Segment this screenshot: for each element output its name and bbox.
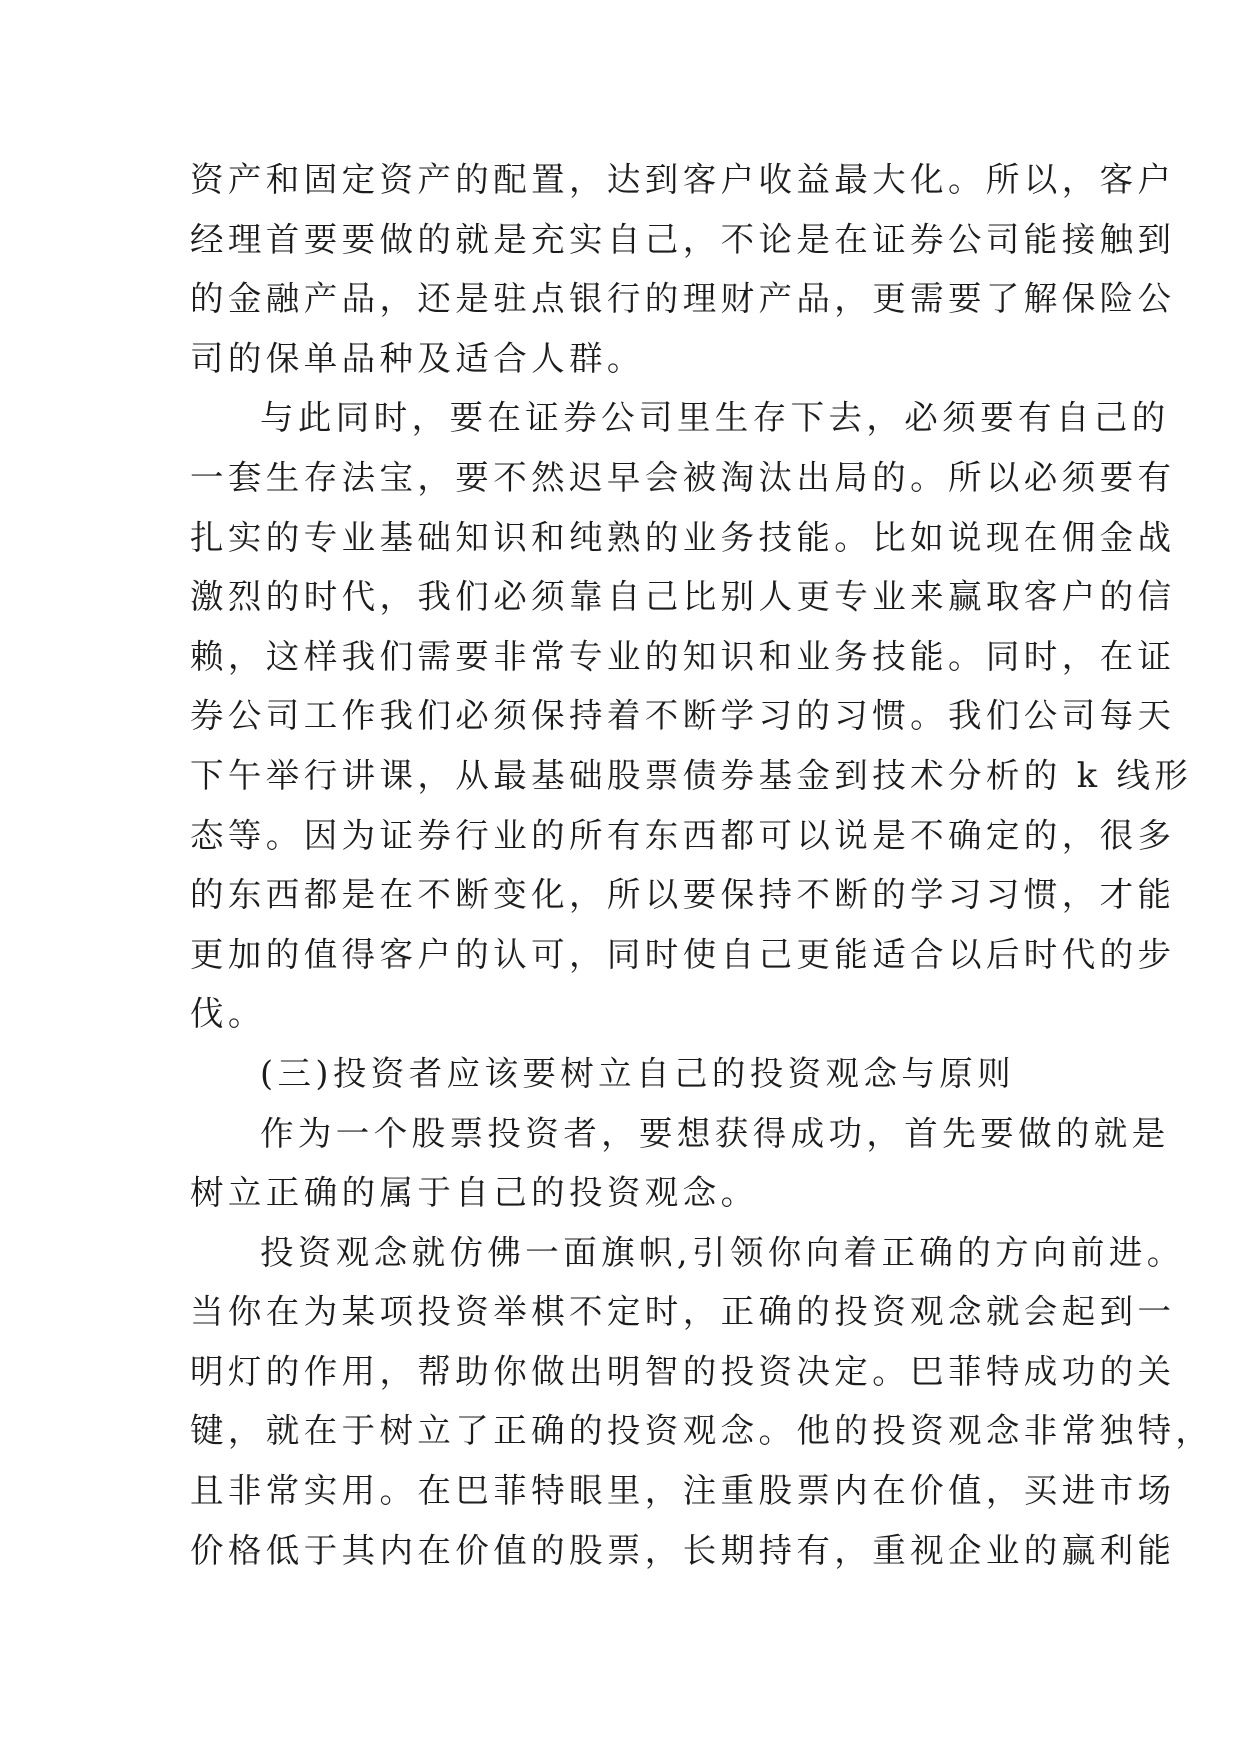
text-line: 态等。因为证券行业的所有东西都可以说是不确定的，很多 [190, 815, 1176, 855]
text-line: 赖，这样我们需要非常专业的知识和业务技能。同时，在证 [190, 636, 1176, 676]
text-line: 经理首要要做的就是充实自己，不论是在证券公司能接触到 [190, 219, 1176, 259]
text-line: 伐。 [190, 994, 266, 1034]
text-line: 作为一个股票投资者，要想获得成功，首先要做的就是 [260, 1113, 1170, 1153]
text-line: 投资观念就仿佛一面旗帜,引领你向着正确的方向前进。 [260, 1232, 1185, 1272]
text-line: 激烈的时代，我们必须靠自己比别人更专业来赢取客户的信 [190, 577, 1176, 617]
text-line: 价格低于其内在价值的股票，长期持有，重视企业的赢利能 [190, 1530, 1176, 1570]
text-line: 券公司工作我们必须保持着不断学习的习惯。我们公司每天 [190, 696, 1176, 736]
text-line: 的东西都是在不断变化，所以要保持不断的学习习惯，才能 [190, 875, 1176, 915]
text-line: 一套生存法宝，要不然迟早会被淘汰出局的。所以必须要有 [190, 457, 1176, 497]
text-line: 下午举行讲课，从最基础股票债券基金到技术分析的 k 线形 [190, 755, 1193, 795]
text-line: 扎实的专业基础知识和纯熟的业务技能。比如说现在佣金战 [190, 517, 1176, 557]
body-text [190, 150, 1214, 1580]
text-line: 更加的值得客户的认可，同时使自己更能适合以后时代的步 [190, 934, 1176, 974]
text-line: 与此同时，要在证券公司里生存下去，必须要有自己的 [260, 398, 1170, 438]
text-line: (三)投资者应该要树立自己的投资观念与原则 [260, 1053, 1016, 1093]
text-line: 司的保单品种及适合人群。 [190, 338, 645, 378]
text-line: 且非常实用。在巴菲特眼里，注重股票内在价值，买进市场 [190, 1471, 1176, 1511]
text-line: 明灯的作用，帮助你做出明智的投资决定。巴菲特成功的关 [190, 1351, 1176, 1391]
text-line: 的金融产品，还是驻点银行的理财产品，更需要了解保险公 [190, 279, 1176, 319]
text-line: 当你在为某项投资举棋不定时，正确的投资观念就会起到一 [190, 1292, 1176, 1332]
text-line: 资产和固定资产的配置，达到客户收益最大化。所以，客户 [190, 160, 1176, 199]
text-line: 树立正确的属于自己的投资观念。 [190, 1173, 759, 1213]
text-line: 键，就在于树立了正确的投资观念。他的投资观念非常独特， [190, 1411, 1214, 1451]
